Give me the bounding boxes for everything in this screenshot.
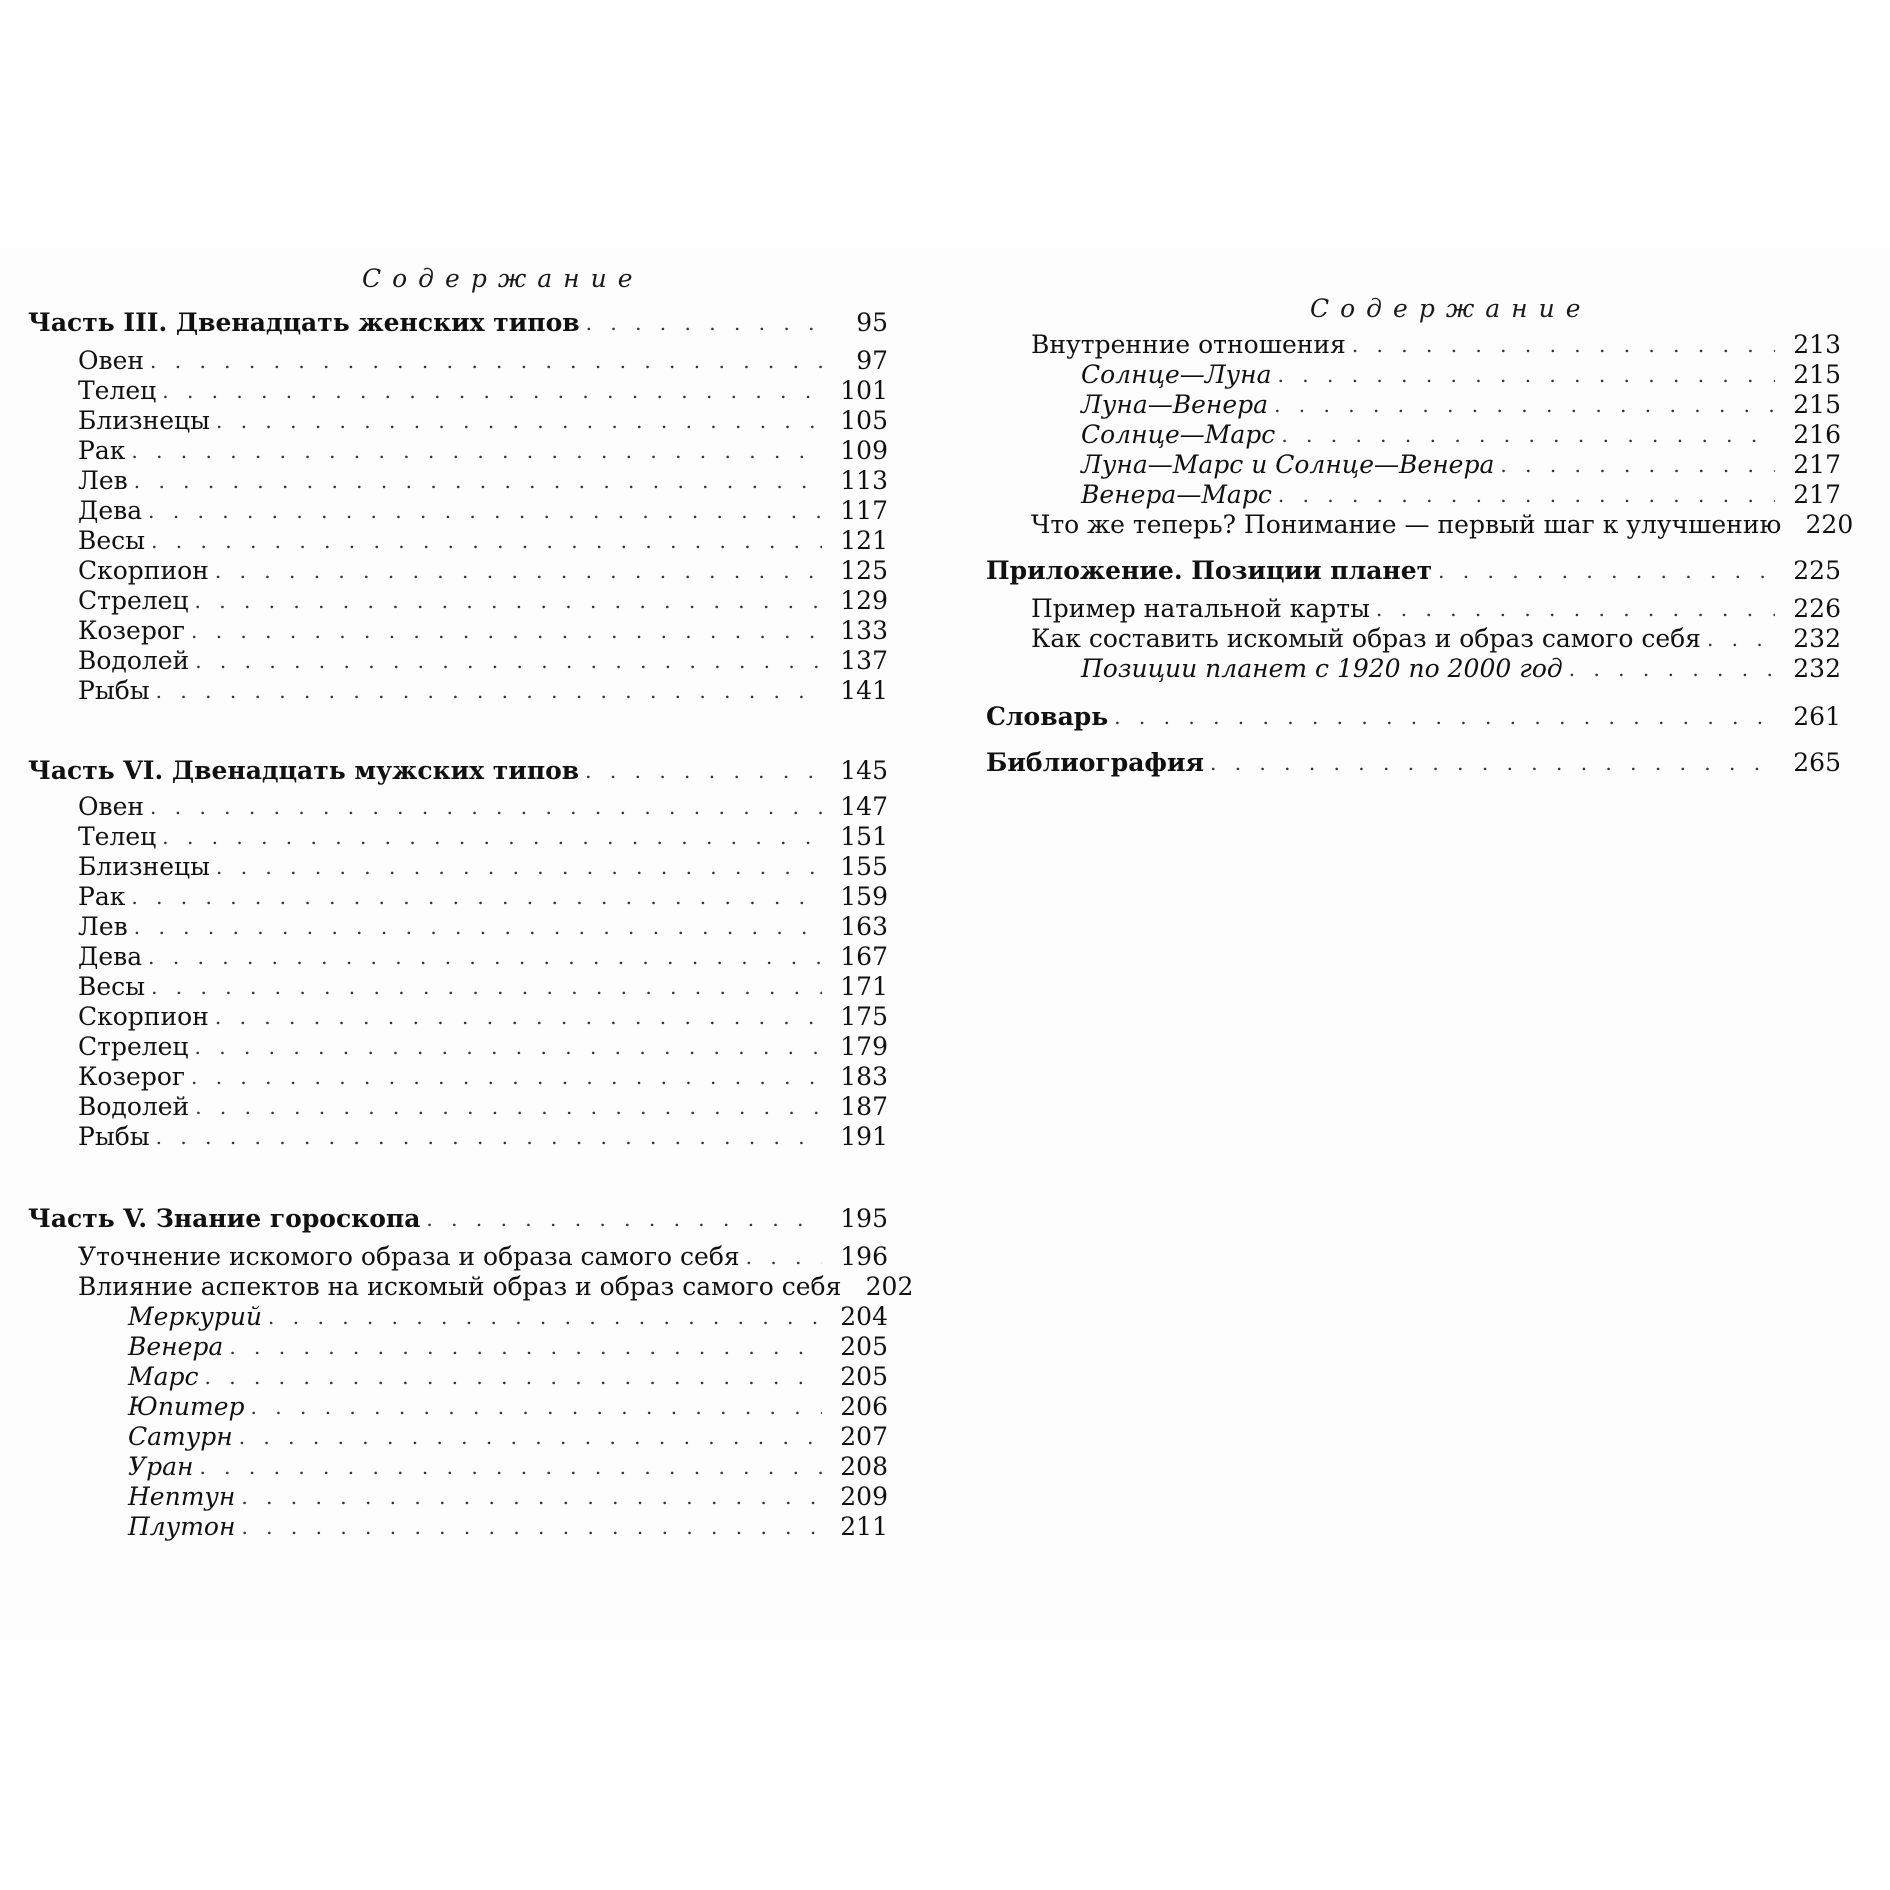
dot-leader (131, 883, 822, 911)
toc-entry-title: Овен (78, 792, 145, 821)
dot-leader (1274, 391, 1775, 419)
toc-entry-title: Часть V. Знание гороскопа (28, 1204, 421, 1233)
toc-entry[interactable] (28, 1239, 888, 1271)
toc-entry[interactable] (28, 939, 888, 971)
dot-leader (134, 913, 822, 941)
toc-entry[interactable] (28, 1059, 888, 1091)
toc-entry[interactable] (28, 433, 888, 465)
toc-entry[interactable] (986, 651, 1841, 683)
toc-entry[interactable] (28, 583, 888, 615)
toc-entry-page-number: 109 (840, 436, 888, 465)
toc-entry-page-number: 105 (840, 406, 888, 435)
dot-leader (746, 1243, 822, 1271)
toc-entry-title: Весы (78, 526, 146, 555)
toc-entry-page-number: 129 (840, 586, 888, 615)
dot-leader (195, 1033, 822, 1061)
toc-entry-page-number: 204 (840, 1302, 888, 1331)
toc-entry-title: Библиография (986, 748, 1204, 777)
dot-leader (199, 1453, 822, 1481)
dot-leader (586, 309, 822, 337)
toc-entry[interactable] (986, 745, 1841, 777)
toc-entry-title: Скорпион (78, 556, 209, 585)
toc-entry-title: Рак (78, 882, 126, 911)
dot-leader (1281, 421, 1775, 449)
toc-entry[interactable] (28, 1359, 888, 1391)
dot-leader (162, 823, 822, 851)
toc-entry-page-number: 211 (840, 1512, 888, 1541)
toc-entry-page-number: 225 (1793, 556, 1841, 585)
dot-leader (215, 557, 822, 585)
toc-entry[interactable] (28, 1329, 888, 1361)
toc-entry-page-number: 151 (840, 822, 888, 851)
toc-entry-page-number: 125 (840, 556, 888, 585)
toc-entry-title: Близнецы (78, 406, 210, 435)
toc-entry-title: Рыбы (78, 1122, 150, 1151)
toc-entry-page-number: 97 (856, 346, 888, 375)
toc-entry[interactable] (28, 1479, 888, 1511)
toc-entry[interactable] (28, 1119, 888, 1151)
toc-entry-page-number: 147 (840, 792, 888, 821)
toc-entry[interactable] (28, 643, 888, 675)
toc-entry[interactable] (28, 1269, 914, 1301)
dot-leader (148, 943, 822, 971)
toc-entry[interactable] (28, 553, 888, 585)
toc-entry-page-number: 209 (840, 1482, 888, 1511)
dot-leader (131, 437, 822, 465)
toc-entry-page-number: 101 (840, 376, 888, 405)
toc-entry[interactable] (28, 1089, 888, 1121)
toc-entry-title: Влияние аспектов на искомый образ и образ самого себя (78, 1272, 842, 1301)
toc-entry[interactable] (986, 357, 1841, 389)
toc-entry-title: Телец (78, 376, 157, 405)
toc-entry-title: Козерог (78, 616, 185, 645)
toc-entry-title: Луна—Марс и Солнце—Венера (1081, 450, 1495, 479)
toc-entry[interactable] (28, 1509, 888, 1541)
toc-entry-page-number: 179 (840, 1032, 888, 1061)
dot-leader (148, 497, 822, 525)
toc-entry-page-number: 205 (840, 1362, 888, 1391)
toc-entry-page-number: 117 (840, 496, 888, 525)
dot-leader (205, 1363, 822, 1391)
toc-entry-title: Дева (78, 942, 143, 971)
toc-entry-page-number: 95 (856, 308, 888, 337)
toc-entry-page-number: 183 (840, 1062, 888, 1091)
toc-entry-title: Скорпион (78, 1002, 209, 1031)
toc-entry[interactable] (28, 1449, 888, 1481)
dot-leader (215, 1003, 822, 1031)
dot-leader (251, 1393, 822, 1421)
dot-leader (1376, 595, 1775, 623)
dot-leader (151, 527, 822, 555)
toc-entry-page-number: 171 (840, 972, 888, 1001)
toc-entry-title: Позиции планет с 1920 по 2000 год (1081, 654, 1563, 683)
toc-entry[interactable] (28, 613, 888, 645)
toc-entry[interactable] (986, 699, 1841, 731)
toc-entry-title: Как составить искомый образ и образ самого себя (1031, 624, 1701, 653)
dot-leader (195, 647, 822, 675)
dot-leader (216, 853, 822, 881)
toc-entry[interactable] (28, 523, 888, 555)
toc-entry-title: Водолей (78, 1092, 190, 1121)
toc-entry-page-number: 205 (840, 1332, 888, 1361)
toc-entry-title: Венера (128, 1332, 224, 1361)
toc-entry[interactable] (986, 477, 1841, 509)
dot-leader (195, 587, 822, 615)
toc-entry[interactable] (28, 1029, 888, 1061)
toc-entry-title: Внутренние отношения (1031, 330, 1346, 359)
dot-leader (195, 1093, 822, 1121)
toc-entry[interactable] (986, 387, 1841, 419)
dot-leader (156, 677, 822, 705)
dot-leader (1278, 481, 1775, 509)
dot-leader (151, 973, 822, 1001)
toc-entry-title: Лев (78, 466, 128, 495)
toc-entry-title: Дева (78, 496, 143, 525)
toc-entry-title: Стрелец (78, 586, 189, 615)
toc-entry[interactable] (28, 999, 888, 1031)
toc-entry-title: Приложение. Позиции планет (986, 556, 1433, 585)
dot-leader (216, 407, 822, 435)
toc-entry-title: Рак (78, 436, 126, 465)
toc-entry-page-number: 191 (840, 1122, 888, 1151)
toc-entry-title: Водолей (78, 646, 190, 675)
toc-entry-page-number: 208 (840, 1452, 888, 1481)
dot-leader (1352, 331, 1775, 359)
toc-entry[interactable] (28, 1419, 888, 1451)
toc-entry-page-number: 217 (1793, 450, 1841, 479)
dot-leader (162, 377, 822, 405)
toc-entry-title: Солнце—Луна (1081, 360, 1272, 389)
toc-entry-page-number: 261 (1793, 702, 1841, 731)
toc-entry[interactable] (986, 507, 1854, 539)
toc-entry[interactable] (28, 343, 888, 375)
toc-entry-page-number: 220 (1805, 510, 1854, 539)
toc-entry-title: Что же теперь? Понимание — первый шаг к улучшению (1031, 510, 1782, 539)
toc-entry-title: Словарь (986, 702, 1109, 731)
toc-entry-page-number: 226 (1793, 594, 1841, 623)
toc-entry[interactable] (28, 1389, 888, 1421)
toc-entry-title: Уточнение искомого образа и образа самого себя (78, 1242, 740, 1271)
toc-entry-page-number: 159 (840, 882, 888, 911)
dot-leader (1114, 703, 1775, 731)
toc-entry-title: Часть VI. Двенадцать мужских типов (28, 756, 580, 785)
toc-entry-title: Овен (78, 346, 145, 375)
dot-leader (1569, 655, 1775, 683)
toc-entry-title: Юпитер (128, 1392, 245, 1421)
toc-entry-title: Меркурий (128, 1302, 263, 1331)
toc-entry[interactable] (28, 463, 888, 495)
toc-entry[interactable] (28, 673, 888, 705)
dot-leader (426, 1205, 822, 1233)
toc-entry-title: Весы (78, 972, 146, 1001)
toc-entry[interactable] (28, 969, 888, 1001)
toc-entry-page-number: 196 (840, 1242, 888, 1271)
toc-entry[interactable] (28, 403, 888, 435)
dot-leader (241, 1513, 822, 1541)
dot-leader (1210, 749, 1775, 777)
toc-entry[interactable] (28, 819, 888, 851)
toc-entry-page-number: 207 (840, 1422, 888, 1451)
dot-leader (150, 347, 822, 375)
toc-entry[interactable] (986, 591, 1841, 623)
toc-entry[interactable] (28, 909, 888, 941)
dot-leader (1438, 557, 1775, 585)
toc-entry-page-number: 206 (840, 1392, 888, 1421)
toc-entry[interactable] (28, 1201, 888, 1233)
toc-entry[interactable] (28, 879, 888, 911)
toc-entry-page-number: 163 (840, 912, 888, 941)
dot-leader (191, 1063, 822, 1091)
toc-entry[interactable] (986, 447, 1841, 479)
toc-entry-title: Лев (78, 912, 128, 941)
toc-entry-title: Пример натальной карты (1031, 594, 1371, 623)
dot-leader (1707, 625, 1775, 653)
toc-entry-title: Телец (78, 822, 157, 851)
toc-entry-title: Луна—Венера (1081, 390, 1269, 419)
page-title-left: Содержание (362, 264, 644, 293)
toc-entry-page-number: 137 (840, 646, 888, 675)
dot-leader (1500, 451, 1775, 479)
toc-entry-page-number: 175 (840, 1002, 888, 1031)
toc-entry-title: Плутон (128, 1512, 236, 1541)
toc-entry[interactable] (28, 1299, 888, 1331)
dot-leader (239, 1423, 822, 1451)
toc-entry-title: Солнце—Марс (1081, 420, 1276, 449)
toc-entry-page-number: 217 (1793, 480, 1841, 509)
toc-entry-title: Козерог (78, 1062, 185, 1091)
dot-leader (229, 1333, 822, 1361)
toc-entry[interactable] (986, 621, 1841, 653)
toc-entry-title: Рыбы (78, 676, 150, 705)
page-title-right: Содержание (1310, 294, 1592, 323)
toc-entry[interactable] (986, 553, 1841, 585)
toc-entry-page-number: 167 (840, 942, 888, 971)
toc-entry-page-number: 216 (1793, 420, 1841, 449)
dot-leader (241, 1483, 822, 1511)
toc-entry-page-number: 121 (840, 526, 888, 555)
toc-entry-page-number: 213 (1793, 330, 1841, 359)
toc-entry[interactable] (28, 305, 888, 337)
toc-entry-page-number: 232 (1793, 654, 1841, 683)
dot-leader (150, 793, 822, 821)
toc-entry-page-number: 215 (1793, 360, 1841, 389)
toc-entry-title: Стрелец (78, 1032, 189, 1061)
toc-entry-title: Венера—Марс (1081, 480, 1272, 509)
toc-entry-page-number: 113 (840, 466, 888, 495)
dot-leader (585, 757, 822, 785)
toc-entry-page-number: 133 (840, 616, 888, 645)
toc-entry[interactable] (986, 327, 1841, 359)
dot-leader (1278, 361, 1775, 389)
toc-entry-title: Часть III. Двенадцать женских типов (28, 308, 580, 337)
toc-entry-title: Близнецы (78, 852, 210, 881)
toc-entry-page-number: 232 (1793, 624, 1841, 653)
toc-entry[interactable] (28, 789, 888, 821)
toc-entry-page-number: 195 (840, 1204, 888, 1233)
toc-entry[interactable] (28, 849, 888, 881)
toc-entry-page-number: 265 (1793, 748, 1841, 777)
dot-leader (268, 1303, 822, 1331)
toc-entry[interactable] (28, 753, 888, 785)
toc-entry-title: Марс (128, 1362, 199, 1391)
toc-entry-page-number: 202 (865, 1272, 914, 1301)
dot-leader (134, 467, 822, 495)
toc-entry-page-number: 187 (840, 1092, 888, 1121)
toc-entry-title: Сатурн (128, 1422, 233, 1451)
toc-entry[interactable] (986, 417, 1841, 449)
toc-entry-page-number: 155 (840, 852, 888, 881)
toc-entry-page-number: 145 (840, 756, 888, 785)
toc-entry[interactable] (28, 493, 888, 525)
dot-leader (191, 617, 822, 645)
toc-entry-title: Нептун (128, 1482, 236, 1511)
dot-leader (156, 1123, 822, 1151)
toc-entry-page-number: 141 (840, 676, 888, 705)
toc-entry-page-number: 215 (1793, 390, 1841, 419)
toc-entry-title: Уран (128, 1452, 194, 1481)
toc-entry[interactable] (28, 373, 888, 405)
